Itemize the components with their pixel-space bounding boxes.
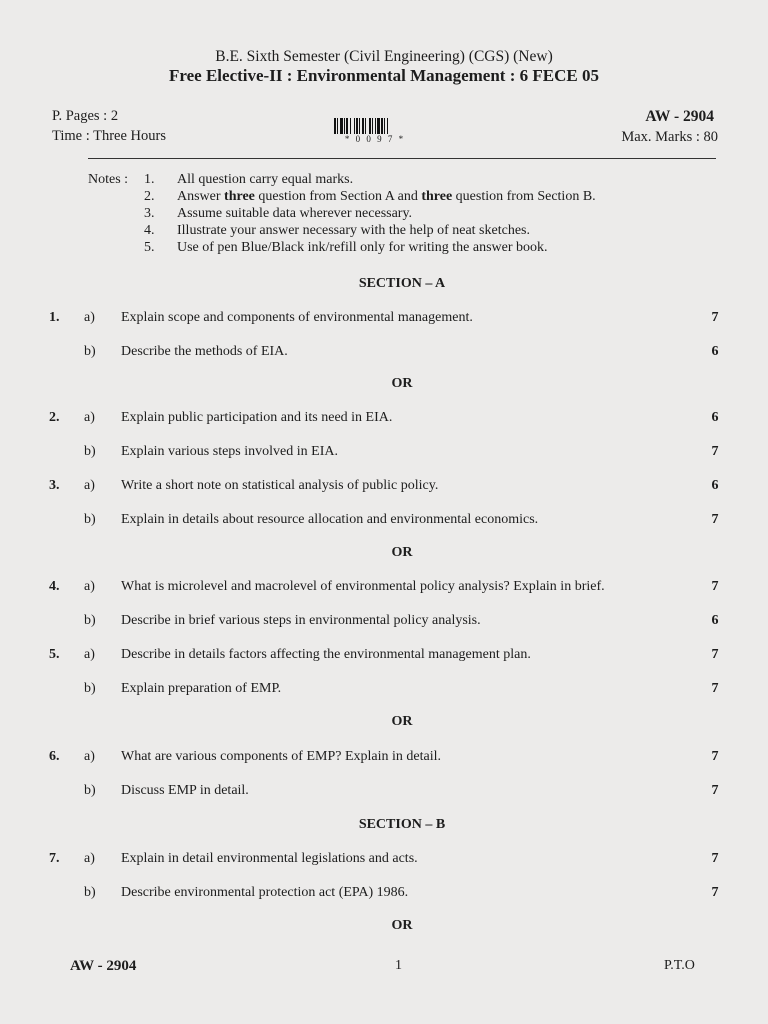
question-part: a) xyxy=(84,310,95,325)
note-number: 3. xyxy=(144,206,155,221)
note-number: 4. xyxy=(144,223,155,238)
question-marks: 6 xyxy=(711,478,719,493)
question-marks: 6 xyxy=(711,410,719,425)
paper-title: Free Elective-II : Environmental Management : 6 FECE 05 xyxy=(169,66,599,85)
please-turn-over: P.T.O xyxy=(664,958,695,973)
question-number: 5. xyxy=(49,647,60,662)
question-marks: 6 xyxy=(711,613,719,628)
question-part: b) xyxy=(84,783,96,798)
question-marks: 7 xyxy=(711,310,719,325)
question-text: Explain in detail environmental legislations and acts. xyxy=(121,851,418,866)
question-marks: 7 xyxy=(711,512,719,527)
question-text: Describe in details factors affecting the environmental management plan. xyxy=(121,647,531,662)
question-part: a) xyxy=(84,579,95,594)
question-text: Write a short note on statistical analysis of public policy. xyxy=(121,478,439,493)
question-number: 2. xyxy=(49,410,60,425)
note-text: Assume suitable data wherever necessary. xyxy=(177,206,413,221)
note-number: 5. xyxy=(144,240,155,255)
note-text: Illustrate your answer necessary with the help of neat sketches. xyxy=(177,223,530,238)
question-marks: 7 xyxy=(711,749,719,764)
question-part: b) xyxy=(84,613,96,628)
note-text: All question carry equal marks. xyxy=(177,172,354,187)
question-marks: 7 xyxy=(711,851,719,866)
question-marks: 7 xyxy=(711,444,719,459)
question-marks: 7 xyxy=(711,579,719,594)
section-b-heading: SECTION – B xyxy=(358,817,446,832)
question-marks: 7 xyxy=(711,681,719,696)
question-text: Explain preparation of EMP. xyxy=(121,681,282,696)
question-text: What are various components of EMP? Explain in detail. xyxy=(121,749,441,764)
section-a-heading: SECTION – A xyxy=(358,276,446,291)
question-number: 7. xyxy=(49,851,60,866)
or-divider: OR xyxy=(391,545,413,560)
footer-paper-code: AW - 2904 xyxy=(70,958,137,974)
question-text: Explain public participation and its need in EIA. xyxy=(121,410,393,425)
question-text: Describe environmental protection act (EPA) 1986. xyxy=(121,885,409,900)
page-count: P. Pages : 2 xyxy=(52,108,119,124)
exam-duration: Time : Three Hours xyxy=(52,128,166,144)
question-text: Describe in brief various steps in environmental policy analysis. xyxy=(121,613,481,628)
or-divider: OR xyxy=(391,376,413,391)
question-text: Explain various steps involved in EIA. xyxy=(121,444,338,459)
question-part: a) xyxy=(84,749,95,764)
question-text: Describe the methods of EIA. xyxy=(121,344,288,359)
question-part: a) xyxy=(84,410,95,425)
barcode-icon xyxy=(334,118,416,134)
or-divider: OR xyxy=(391,918,413,933)
question-part: b) xyxy=(84,885,96,900)
question-part: b) xyxy=(84,512,96,527)
question-part: a) xyxy=(84,851,95,866)
question-text: Discuss EMP in detail. xyxy=(121,783,249,798)
question-text: Explain in details about resource allocation and environmental economics. xyxy=(121,512,539,527)
note-number: 1. xyxy=(144,172,155,187)
question-part: b) xyxy=(84,444,96,459)
barcode-number: * 0 0 9 7 * xyxy=(344,134,406,144)
question-number: 4. xyxy=(49,579,60,594)
note-text: Answer three question from Section A and three question from Section B. xyxy=(177,189,596,204)
question-text: Explain scope and components of environmental management. xyxy=(121,310,473,325)
question-marks: 7 xyxy=(711,783,719,798)
question-number: 3. xyxy=(49,478,60,493)
question-text: What is microlevel and macrolevel of environmental policy analysis? Explain in brief. xyxy=(121,579,605,594)
note-text: Use of pen Blue/Black ink/refill only for writing the answer book. xyxy=(177,240,548,255)
question-marks: 7 xyxy=(711,647,719,662)
question-number: 6. xyxy=(49,749,60,764)
paper-code: AW - 2904 xyxy=(645,108,714,125)
or-divider: OR xyxy=(391,714,413,729)
note-number: 2. xyxy=(144,189,155,204)
page-number: 1 xyxy=(395,958,402,973)
question-part: b) xyxy=(84,344,96,359)
course-line: B.E. Sixth Semester (Civil Engineering) (CGS) (New) xyxy=(215,48,553,65)
header-divider xyxy=(88,158,716,159)
question-marks: 7 xyxy=(711,885,719,900)
question-number: 1. xyxy=(49,310,60,325)
question-part: a) xyxy=(84,478,95,493)
notes-label: Notes : xyxy=(88,172,129,187)
question-part: b) xyxy=(84,681,96,696)
question-marks: 6 xyxy=(711,344,719,359)
question-part: a) xyxy=(84,647,95,662)
max-marks: Max. Marks : 80 xyxy=(621,129,718,145)
